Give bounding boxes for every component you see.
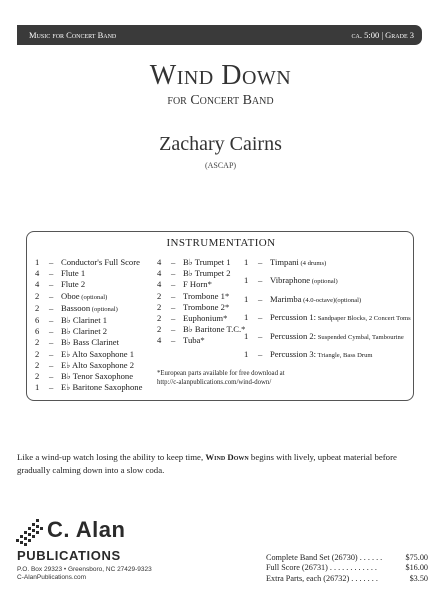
instrument-name: Flute 1 <box>61 268 86 279</box>
instrument-count: 2 <box>157 313 162 324</box>
header-bar <box>17 25 422 45</box>
instrument-name: Euphonium* <box>183 313 228 324</box>
instrument-row: 2 – E♭ Alto Saxophone 1 <box>35 348 135 359</box>
instrumentation-heading: INSTRUMENTATION <box>166 237 276 249</box>
composer-society: (ASCAP) <box>204 161 237 170</box>
instrument-name: B♭ Trumpet 2 <box>183 268 231 279</box>
instrument-count: 1 <box>35 257 40 267</box>
publisher-name-line2: PUBLICATIONS <box>17 548 121 563</box>
piece-title: Wind Down <box>149 60 292 91</box>
instrumentation-column-1 <box>35 257 142 393</box>
instrument-note: Suspended Cymbal, Tambourine <box>316 333 404 341</box>
instrument-count: 1 <box>244 275 249 286</box>
price-label: Extra Parts, each (26732) . . . . . . . <box>266 573 378 583</box>
website[interactable]: C-AlanPublications.com <box>17 574 87 582</box>
price-value: $16.00 <box>405 563 428 573</box>
european-parts-note <box>157 370 337 387</box>
instrument-name: E♭ Baritone Saxophone <box>61 382 143 393</box>
instrument-count: 4 <box>157 268 162 279</box>
instrument-count: 4 <box>157 335 162 346</box>
instrument-name: Trombone 1* <box>183 290 230 301</box>
instrument-count: 6 <box>35 326 40 337</box>
instrument-name: Flute 2 <box>61 279 86 290</box>
instrument-name: B♭ Bass Clarinet <box>61 337 119 348</box>
price-label: Complete Band Set (26730) . . . . . . <box>266 553 383 562</box>
instrument-name: Conductor's Full Score <box>61 257 140 267</box>
instrument-row: 1 – Percussion 3: Triangle, Bass Drum <box>244 349 412 361</box>
instrument-row: 6 – B♭ Clarinet 2 <box>35 326 108 337</box>
instrument-name: Bassoon <box>61 302 91 313</box>
publisher-name: C. Alan <box>47 517 126 542</box>
instrument-row: 2 – B♭ Baritone T.C.* <box>157 324 246 335</box>
description-before: Like a wind-up watch losing the ability to keep time, <box>17 452 206 462</box>
instrument-row: 1 – Marimba (4.0-octave)(optional) <box>244 294 412 306</box>
instrument-row: 1 – Percussion 1: Sandpaper Blocks, 2 Concert Toms <box>244 312 412 324</box>
instrument-row: 2 – Bassoon (optional) <box>35 303 142 315</box>
description-title: Wind Down <box>205 452 249 462</box>
instrument-row: 4 – Flute 1 <box>35 268 86 279</box>
instrument-note: (4.0-octave)(optional) <box>301 296 362 304</box>
instrument-row: 2 – Euphonium* <box>157 313 228 324</box>
instrument-row: 2 – B♭ Bass Clarinet <box>35 337 119 348</box>
instrument-count: 2 <box>157 324 162 335</box>
instrument-name: B♭ Clarinet 2 <box>61 326 108 337</box>
instrument-count: 2 <box>35 348 40 359</box>
instrument-count: 2 <box>35 359 40 370</box>
instrument-row: 1 – Conductor's Full Score <box>35 257 140 267</box>
instrument-note: Sandpaper Blocks, 2 Concert Toms <box>316 315 411 323</box>
instrument-count: 4 <box>35 279 40 290</box>
instrument-name: Oboe <box>61 290 80 301</box>
instrument-name: Marimba <box>270 293 302 304</box>
instrument-row: 1 – Vibraphone (optional) <box>244 275 412 287</box>
instrument-row: 1 – Percussion 2: Suspended Cymbal, Tambourine <box>244 331 412 343</box>
instrument-count: 2 <box>157 290 162 301</box>
instrument-row: 2 – Oboe (optional) <box>35 291 142 303</box>
instrument-name: B♭ Trumpet 1 <box>183 257 231 267</box>
instrument-note: (4 drums) <box>298 260 327 267</box>
instrument-note: (optional) <box>310 278 338 286</box>
publisher-logo <box>14 515 174 595</box>
instrument-row: 4 – B♭ Trumpet 2 <box>157 268 231 279</box>
instrument-name: B♭ Tenor Saxophone <box>61 371 134 382</box>
instrument-count: 2 <box>35 371 40 382</box>
instrument-count: 4 <box>35 268 40 279</box>
instrument-name: Vibraphone <box>270 275 311 286</box>
instrument-count: 6 <box>35 315 40 326</box>
instrument-name: B♭ Clarinet 1 <box>61 315 108 326</box>
instrument-name: E♭ Alto Saxophone 2 <box>61 359 135 370</box>
note-line-2: http://c-alanpublications.com/wind-down/ <box>157 378 272 386</box>
instrument-name: Percussion 2: <box>270 330 317 341</box>
piece-subtitle: for Concert Band <box>167 93 274 108</box>
instrument-count: 2 <box>35 302 40 313</box>
instrument-name: Trombone 2* <box>183 301 230 312</box>
instrument-name: E♭ Alto Saxophone 1 <box>61 348 135 359</box>
instrumentation-box <box>26 231 414 401</box>
composer-name: Zachary Cairns <box>159 133 282 155</box>
instrument-name: Percussion 3: <box>270 348 317 359</box>
instrument-row: 1 – E♭ Baritone Saxophone <box>35 382 143 393</box>
instrument-row: 4 – F Horn* <box>157 279 212 290</box>
instrument-note: Triangle, Bass Drum <box>316 351 373 359</box>
price-value: $3.50 <box>409 573 428 583</box>
instrument-count: 1 <box>244 348 249 359</box>
instrument-name: Tuba* <box>183 335 205 346</box>
instrument-count: 2 <box>35 337 40 348</box>
instrument-row: 4 – B♭ Trumpet 1 <box>157 257 231 267</box>
instrument-count: 2 <box>35 290 40 301</box>
price-row <box>266 563 428 573</box>
series-label: Music for Concert Band <box>29 30 117 40</box>
instrument-count: 1 <box>244 293 249 304</box>
instrument-name: F Horn* <box>183 279 212 290</box>
instrument-row: 6 – B♭ Clarinet 1 <box>35 315 108 326</box>
instrument-count: 1 <box>35 382 40 393</box>
instrument-row: 2 – B♭ Tenor Saxophone <box>35 371 134 382</box>
instrument-name: Percussion 1: <box>270 312 317 323</box>
duration-grade: ca. 5:00 | Grade 3 <box>351 30 414 40</box>
publisher-address <box>17 566 152 582</box>
instrument-count: 1 <box>244 312 249 323</box>
instrument-row: 2 – Trombone 2* <box>157 301 230 312</box>
instrument-count: 1 <box>244 330 249 341</box>
price-row <box>266 574 428 584</box>
instrument-row: 1 – Timpani (4 drums) <box>244 257 412 269</box>
price-list <box>266 553 428 584</box>
instrument-name: B♭ Baritone T.C.* <box>183 324 246 335</box>
price-label: Full Score (26731) . . . . . . . . . . . . <box>266 563 377 573</box>
note-line-1: *European parts available for free download at <box>157 370 285 377</box>
instrument-row: 4 – Flute 2 <box>35 279 86 290</box>
instrument-note: (optional) <box>90 305 118 313</box>
instrument-note: (optional) <box>79 293 108 301</box>
instrument-row: 4 – Tuba* <box>157 335 205 346</box>
piece-description <box>17 451 427 476</box>
instrumentation-column-3 <box>244 257 412 367</box>
instrument-count: 4 <box>157 257 162 267</box>
instrument-count: 1 <box>244 257 249 267</box>
instrument-count: 4 <box>157 279 162 290</box>
instrument-row: 2 – E♭ Alto Saxophone 2 <box>35 359 135 370</box>
instrument-row: 2 – Trombone 1* <box>157 290 230 301</box>
address-line-1: P.O. Box 29323 • Greensboro, NC 27429-9323 <box>17 566 152 573</box>
price-row <box>266 553 428 563</box>
instrument-name: Timpani <box>270 257 299 267</box>
instrument-count: 2 <box>157 301 162 312</box>
description-after: begins with lively, upbeat material before gradually calming down into a slow coda. <box>17 452 397 475</box>
price-value: $75.00 <box>405 553 428 562</box>
instrumentation-column-2 <box>157 257 245 347</box>
